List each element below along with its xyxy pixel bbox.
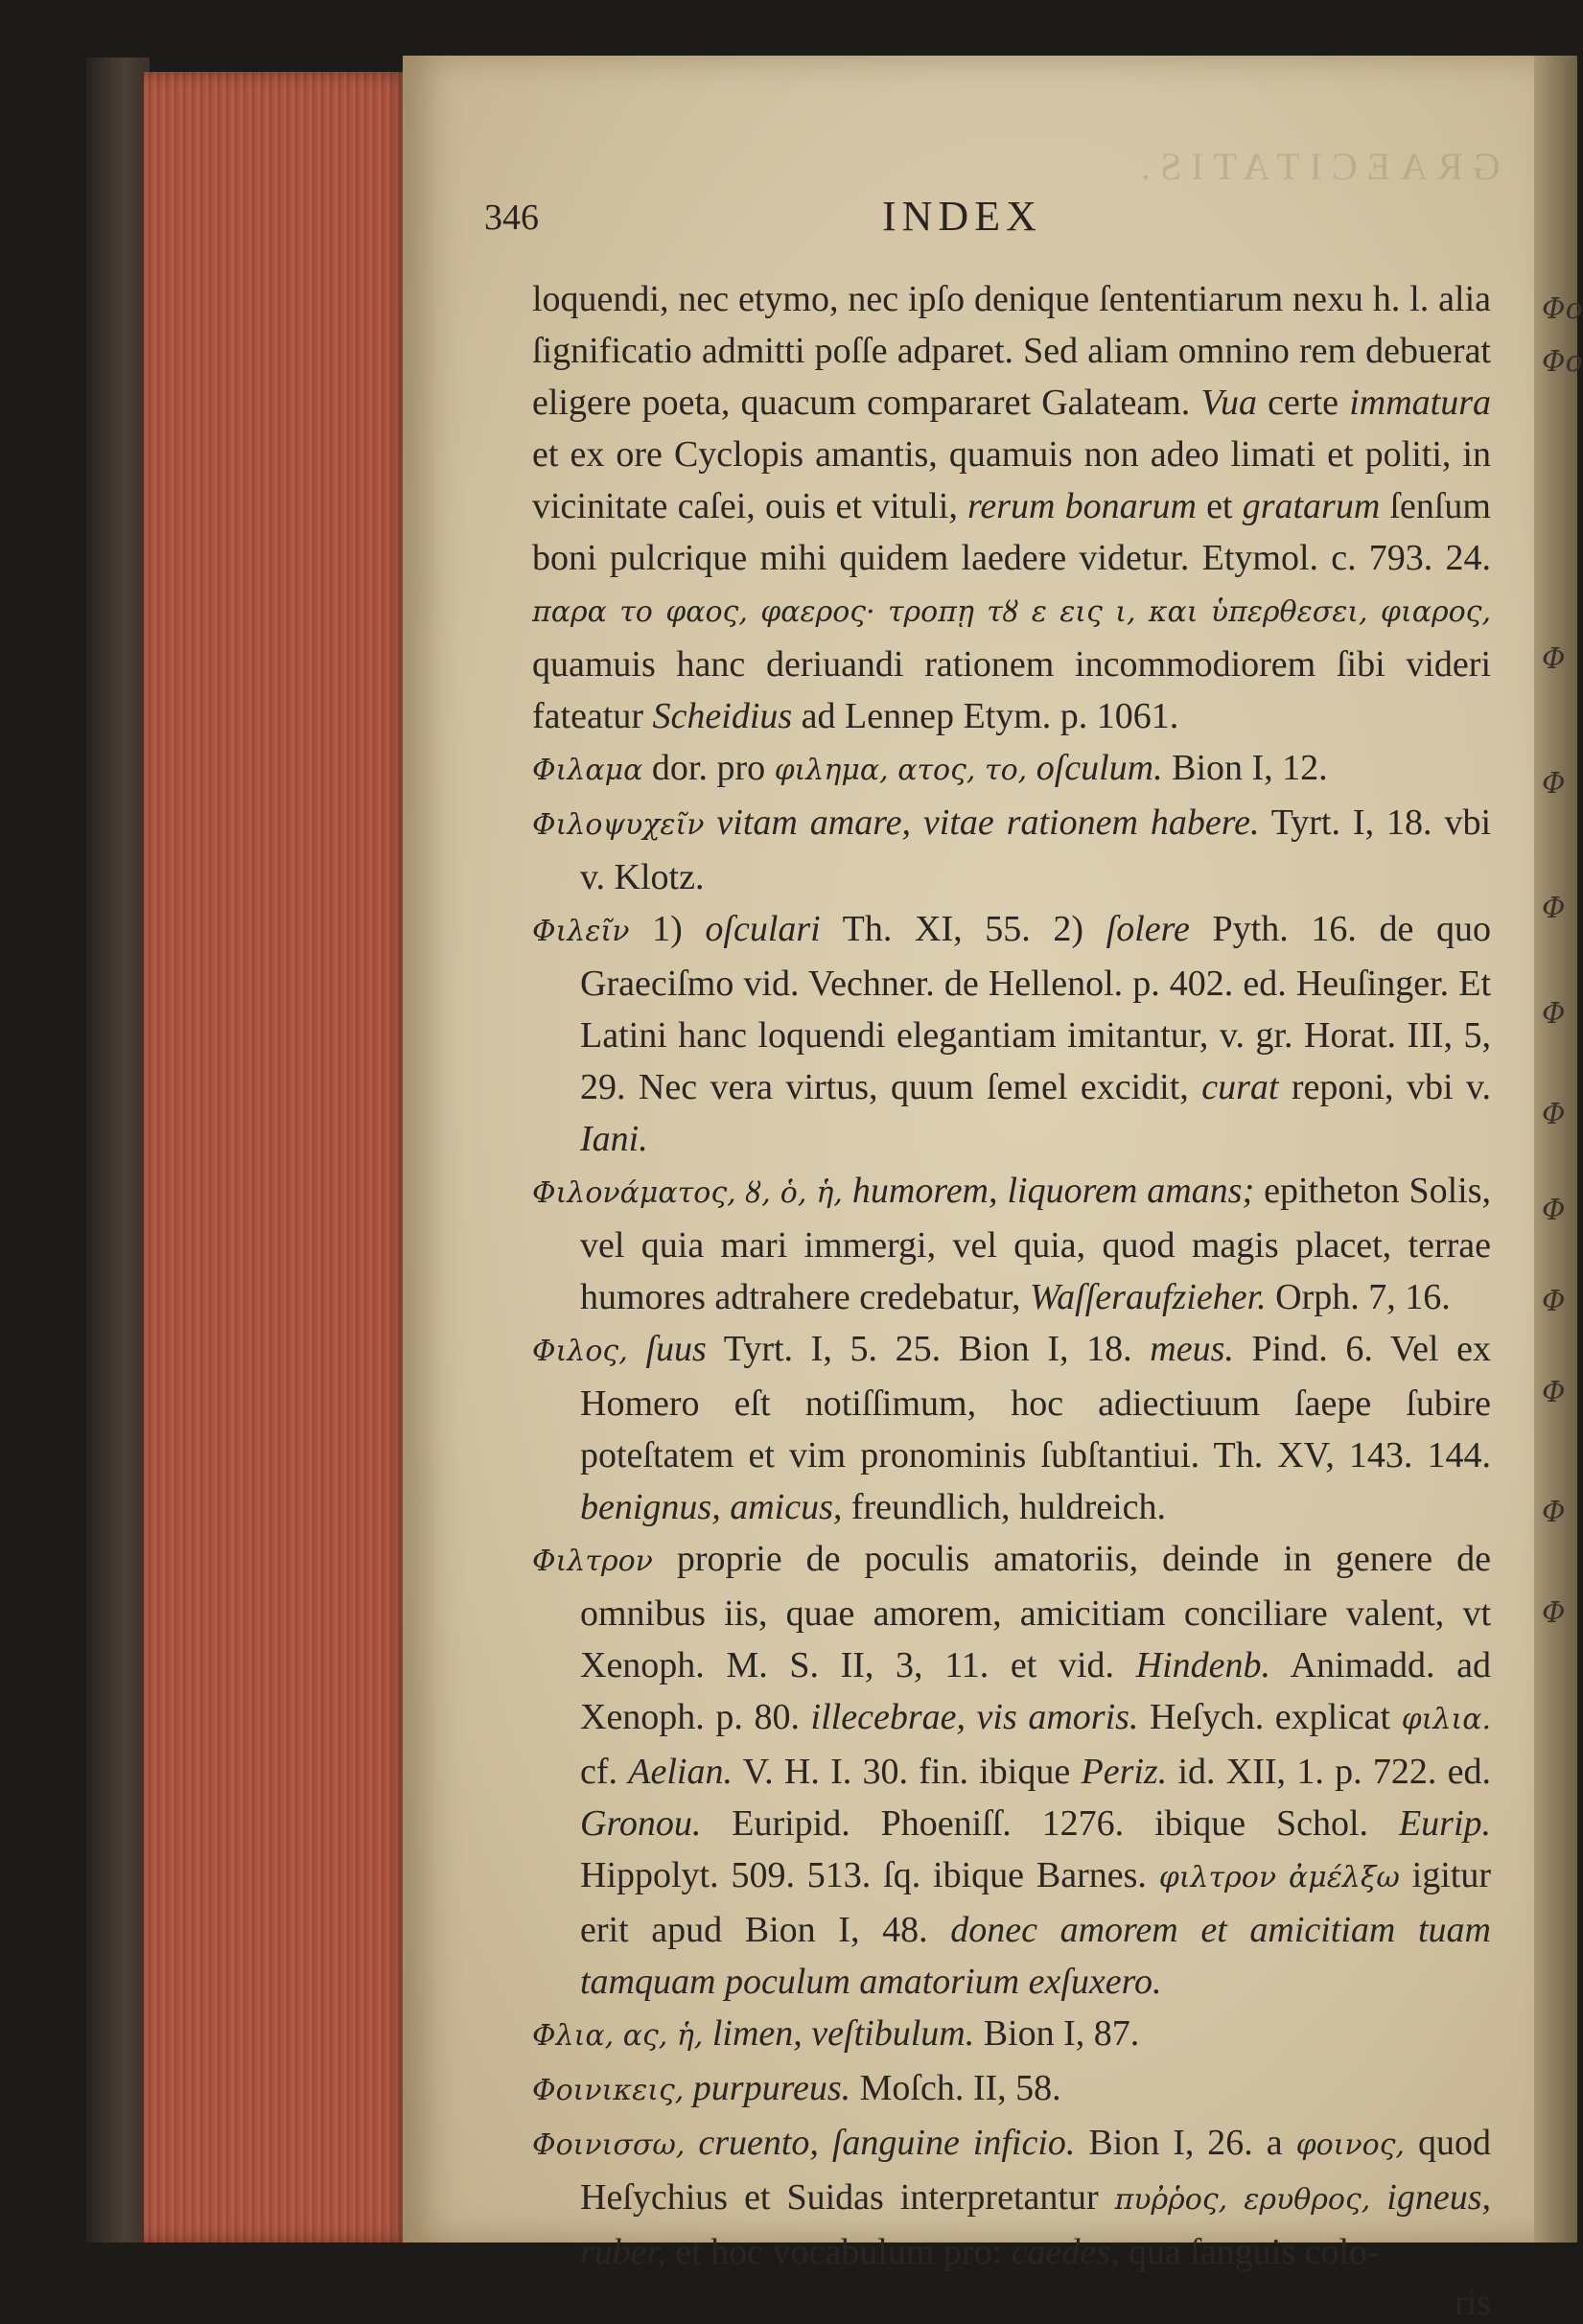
text-run: Tyrt. I, 18. vbi v. Klotz. <box>580 802 1491 897</box>
facing-page-letter: Φ <box>1542 642 1566 676</box>
text-run: epitheton Solis, vel quia mari immergi, vel quia, quod magis placet, terrae humores adtrahere credebatur, <box>580 1171 1491 1317</box>
text-run: id. XII, 1. p. 722. ed. <box>1167 1752 1491 1792</box>
book-cover-edge <box>86 58 150 2243</box>
facing-page-edge <box>1534 56 1577 2243</box>
text-run: Tyrt. I, 5. 25. Bion I, 18. <box>706 1329 1151 1369</box>
index-entry <box>532 1165 1491 1323</box>
text-run: Bion I, 12. <box>1162 748 1328 788</box>
text-run <box>685 2123 698 2163</box>
greek-text: παρα το φαος, φαερος· τροπῃ τȣ ε εις ι, και ὑπερθεσει, φιαρος, <box>532 595 1491 629</box>
italic-text: Eurip. <box>1398 1803 1491 1844</box>
text-run: Bion I, 26. a <box>1075 2123 1296 2163</box>
text-run: quod Heſychius et Suidas interpretantur <box>580 2123 1491 2218</box>
greek-text: Φοινικεις, <box>532 2074 685 2107</box>
text-run <box>843 1171 852 1211</box>
greek-text: Φλια, ας, ἡ, <box>532 2019 704 2053</box>
italic-text: oſculum. <box>1036 748 1163 788</box>
text-run: igitur erit apud Bion I, 48. <box>580 1855 1491 1950</box>
facing-page-letter: Φ <box>1542 1285 1566 1318</box>
index-entry <box>532 903 1491 1165</box>
index-entry <box>532 742 1491 797</box>
text-run <box>1370 2177 1386 2218</box>
italic-text: oſculari <box>705 909 821 949</box>
text-run: 1) <box>629 909 706 949</box>
italic-text: Vua <box>1200 383 1257 423</box>
text-run: ſenſum boni pulcrique mihi quidem laedere videtur. Etymol. c. 793. 24. <box>532 486 1491 578</box>
facing-page-letter: Φ <box>1542 892 1566 925</box>
italic-text: illecebrae, vis amoris. <box>810 1697 1139 1737</box>
text-run: Euripid. Phoeniſſ. 1276. ibique Schol. <box>701 1803 1399 1844</box>
text-run: et <box>1196 486 1243 526</box>
text-run: quamuis hanc deriuandi rationem incommodiorem ſibi videri fateatur <box>532 644 1491 736</box>
text-run: ad Lennep Etym. p. 1061. <box>792 696 1179 736</box>
text-run: Bion I, 87. <box>974 2013 1140 2054</box>
italic-text: humorem, liquorem amans; <box>851 1171 1255 1211</box>
italic-text: purpureus. <box>692 2068 851 2108</box>
facing-page-letter: Φ <box>1542 1376 1566 1409</box>
facing-page-letter: Φ <box>1542 1194 1566 1227</box>
italic-text: gratarum <box>1242 486 1381 526</box>
text-run: cf. <box>580 1752 629 1792</box>
italic-text: vitam amare, vitae rationem habere. <box>716 802 1260 843</box>
italic-text: caedes, <box>1011 2232 1120 2272</box>
greek-text: φιλημα, ατος, το, <box>774 754 1028 787</box>
text-run: reponi, vbi v. <box>1278 1067 1491 1107</box>
italic-text: Aelian. <box>628 1752 733 1792</box>
italic-text: Gronou. <box>580 1803 702 1844</box>
italic-text: limen, veſtibulum. <box>711 2013 975 2054</box>
greek-text: Φιλτρον <box>532 1545 653 1578</box>
facing-page-letter: Φ <box>1542 1496 1566 1529</box>
italic-text: igneus, ruber, <box>580 2177 1491 2272</box>
italic-text: Hindenb. <box>1135 1645 1271 1685</box>
facing-page-letter: Φ <box>1542 997 1566 1031</box>
text-run: et ex ore Cyclopis amantis, quamuis non adeo limati et politi, in vicinitate caſei, ouis et vituli, <box>532 434 1491 526</box>
text-run: proprie de poculis amatoriis, deinde in genere de omnibus iis, quae amorem, amicitiam conciliare valent, vt Xenoph. M. S. II, 3, 11. et vid. <box>580 1539 1491 1685</box>
page-number: 346 <box>484 198 539 238</box>
italic-text: immatura <box>1349 383 1492 423</box>
italic-text: cruento, ſanguine inficio. <box>698 2123 1076 2163</box>
text-run <box>684 2068 693 2108</box>
text-run: et hoc vocabulum pro: <box>665 2232 1012 2272</box>
index-entry <box>532 1533 1491 2008</box>
index-text <box>532 273 1491 2278</box>
running-head: INDEX <box>882 193 1042 240</box>
greek-text: Φιλαμα <box>532 754 643 787</box>
text-run <box>703 2013 712 2054</box>
greek-text: Φιλος, <box>532 1335 628 1368</box>
facing-page-letter: Φο <box>1542 345 1583 379</box>
facing-page-letter: Φ <box>1542 1596 1566 1630</box>
text-run: Hippolyt. 509. 513. ſq. ibique Barnes. <box>580 1855 1159 1895</box>
text-run: qua ſanguis colo- <box>1119 2232 1380 2272</box>
text-run: certe <box>1256 383 1350 423</box>
facing-page-letter: Φ <box>1542 1098 1566 1131</box>
index-entry <box>532 2062 1491 2117</box>
greek-text: Φιλοψυχεῖν <box>532 808 705 842</box>
text-run: V. H. I. 30. fin. ibique <box>733 1752 1082 1792</box>
text-run: dor. pro <box>642 748 775 788</box>
text-run: Th. XI, 55. 2) <box>820 909 1106 949</box>
index-entry <box>532 2117 1491 2278</box>
italic-text: curat <box>1201 1067 1279 1107</box>
index-entry <box>532 2008 1491 2062</box>
text-run <box>1027 748 1036 788</box>
facing-page-letter: Φο <box>1542 292 1583 326</box>
text-run: Animadd. ad Xenoph. p. 80. <box>580 1645 1491 1737</box>
greek-text: πυῤῥος, ερυθρος, <box>1114 2183 1371 2217</box>
italic-text: ſolere <box>1106 909 1190 949</box>
page-edges <box>144 72 414 2243</box>
greek-text: φοινος, <box>1295 2128 1406 2162</box>
italic-text: donec amorem et amicitiam tuam tamquam poculum amatorium exſuxero. <box>580 1910 1491 2002</box>
text-run: Pind. 6. Vel ex Homero eſt notiſſimum, hoc adiectiuum ſaepe ſubire poteſtatem et vim pronominis ſubſtantiui. Th. XV, 143. 144. <box>580 1329 1492 1476</box>
index-entry <box>532 1323 1491 1533</box>
text-run: Orph. 7, 16. <box>1266 1277 1451 1317</box>
italic-text: rerum bonarum <box>967 486 1197 526</box>
text-run: freundlich, huldreich. <box>842 1487 1167 1527</box>
italic-text: Waſſeraufzieher. <box>1030 1277 1267 1317</box>
greek-text: Φιλεῖν <box>532 915 630 948</box>
text-run: Pyth. 16. de quo Graeciſmo vid. Vechner. de Hellenol. p. 402. ed. Heuſinger. Et Latini hanc loquendi elegantiam imitantur, v. gr. Horat. III, 5, 29. Nec vera virtus, quum ſemel excidit, <box>580 909 1491 1107</box>
show-through-heading: GRAECITATIS. <box>1131 145 1501 188</box>
text-run <box>704 802 716 843</box>
greek-text: Φιλονάματος, ȣ, ὁ, ἡ, <box>532 1176 843 1210</box>
italic-text: benignus, amicus, <box>580 1487 843 1527</box>
italic-text: Periz. <box>1081 1752 1168 1792</box>
italic-text: Iani. <box>580 1119 648 1159</box>
italic-text: ſuus <box>645 1329 707 1369</box>
index-entry <box>532 797 1491 903</box>
greek-text: φιλτρον ἀμέλξω <box>1158 1861 1400 1894</box>
text-run: loquendi, nec etymo, nec ipſo denique ſententiarum nexu h. l. alia ſignificatio admitti poſſe adparet. Sed aliam omnino rem debuerat eligere poeta, quacum compararet Galateam. <box>532 279 1491 423</box>
italic-text: Scheidius <box>652 696 793 736</box>
continued-paragraph <box>532 273 1491 742</box>
greek-text: Φοινισσω, <box>532 2128 686 2162</box>
catchword: ris <box>1455 2283 1491 2323</box>
text-run: Moſch. II, 58. <box>850 2068 1061 2108</box>
greek-text: φιλια. <box>1401 1703 1491 1736</box>
text-run: Heſych. explicat <box>1138 1697 1402 1737</box>
facing-page-letter: Φ <box>1542 767 1566 801</box>
italic-text: meus. <box>1150 1329 1234 1369</box>
text-run <box>628 1329 646 1369</box>
